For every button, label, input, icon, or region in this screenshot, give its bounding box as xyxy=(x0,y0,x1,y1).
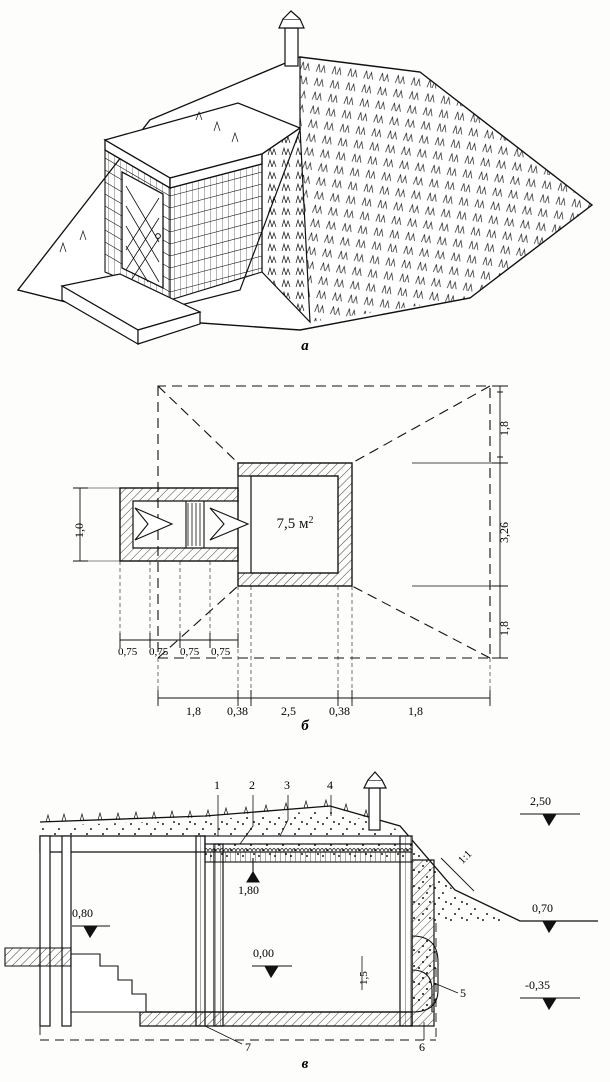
level-2-50-label: 2,50 xyxy=(530,794,551,808)
slope-label: 1:1 xyxy=(456,848,475,867)
figure-b-plan xyxy=(0,368,610,740)
plan-dim-bottom-3: 2,5 xyxy=(281,704,296,718)
level-minus-0-35-label: -0,35 xyxy=(525,978,550,992)
figure-a-drawing xyxy=(0,0,610,368)
plan-dim-tambour-3: 0,75 xyxy=(180,646,200,658)
plan-dim-tambour-1: 0,75 xyxy=(118,646,138,658)
callout-4: 4 xyxy=(327,778,333,792)
figure-a-perspective xyxy=(0,0,610,368)
level-0-80-label: 0,80 xyxy=(72,906,93,920)
figure-v-caption: в xyxy=(301,1056,309,1072)
level-0-70-label: 0,70 xyxy=(532,901,553,915)
callout-2: 2 xyxy=(249,778,255,792)
callout-5: 5 xyxy=(460,986,466,1000)
plan-dim-bottom-5: 1,8 xyxy=(408,704,423,718)
figure-b-drawing xyxy=(0,368,610,740)
level-1-80-label: 1,80 xyxy=(238,883,259,897)
callout-1: 1 xyxy=(214,778,220,792)
callout-7: 7 xyxy=(245,1040,251,1054)
callout-3: 3 xyxy=(284,778,290,792)
level-0-00-label: 0,00 xyxy=(253,946,274,960)
plan-dim-left: 1,0 xyxy=(72,523,86,538)
callout-6: 6 xyxy=(419,1040,425,1054)
plan-dim-right-2: 3,26 xyxy=(497,522,511,543)
plan-dim-bottom-1: 1,8 xyxy=(186,704,201,718)
thickness-label: 1,5 xyxy=(358,971,370,985)
figure-b-caption: б xyxy=(301,718,309,734)
figure-v-section xyxy=(0,740,610,1082)
plan-dim-right-1: 1,8 xyxy=(497,421,511,436)
plan-dim-tambour-2: 0,75 xyxy=(149,646,169,658)
plan-dim-bottom-2: 0,38 xyxy=(227,704,248,718)
plan-dim-right-3: 1,8 xyxy=(497,621,511,636)
figure-a-caption: а xyxy=(301,338,309,354)
plan-dim-bottom-4: 0,38 xyxy=(329,704,350,718)
plan-dim-tambour-4: 0,75 xyxy=(211,646,231,658)
svg-text:7,5 м2: 7,5 $м^2$ xyxy=(276,515,314,532)
